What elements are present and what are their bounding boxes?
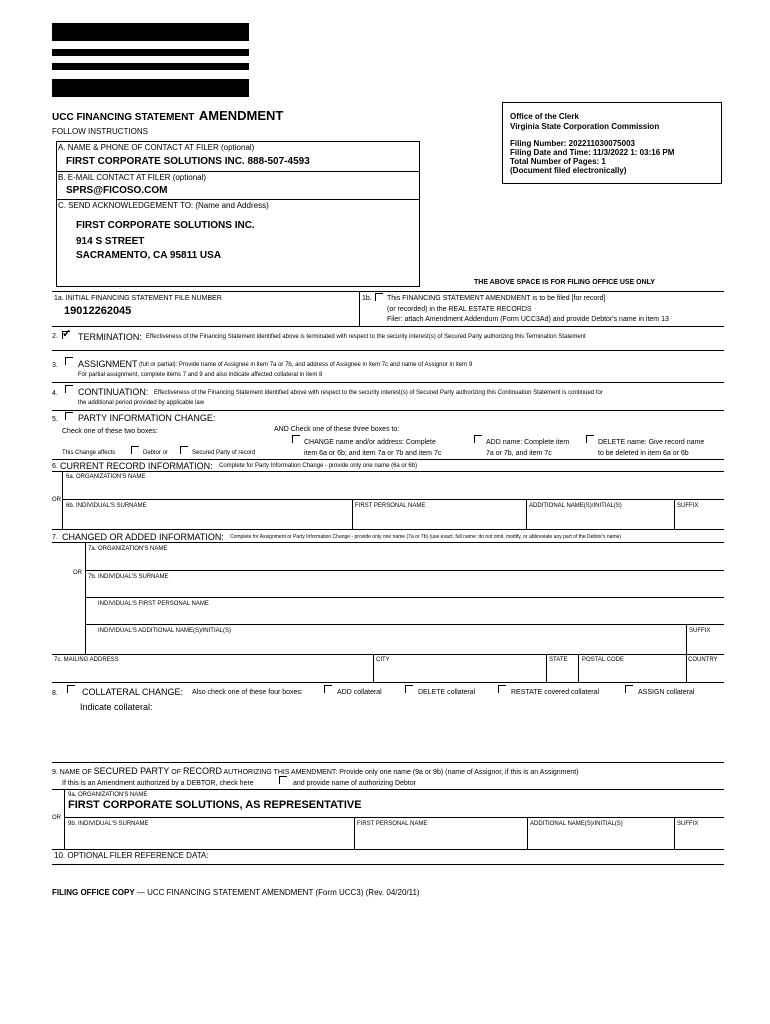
item-5-check-one: Check one of these two boxes:: [62, 428, 158, 435]
filer-b-label: B. E-MAIL CONTACT AT FILER (optional): [58, 173, 207, 182]
item-8-assign: ASSIGN collateral: [638, 689, 695, 696]
item-1b-line2: (or recorded) in the REAL ESTATE RECORDS: [387, 306, 532, 313]
total-pages: Total Number of Pages: 1: [510, 157, 606, 166]
above-space-label: THE ABOVE SPACE IS FOR FILING OFFICE USE ONLY: [474, 279, 655, 286]
item-6-num: 6.: [52, 463, 58, 470]
filing-date: Filing Date and Time: 11/3/2022 1: 03:16 PM: [510, 148, 675, 157]
header-bar-1: [52, 23, 249, 41]
item-8-delete: DELETE collateral: [418, 689, 476, 696]
assignment-checkbox[interactable]: [65, 357, 73, 365]
filer-c-line1: FIRST CORPORATE SOLUTIONS INC.: [76, 220, 255, 231]
item-6-title: CURRENT RECORD INFORMATION:: [60, 461, 213, 471]
item-1b-line1: This FINANCING STATEMENT AMENDMENT is to be filed [for record]: [387, 295, 606, 302]
item-3-title: ASSIGNMENT: [78, 359, 138, 369]
restate-collateral-checkbox[interactable]: [498, 685, 506, 693]
filing-number: Filing Number: 202211030075003: [510, 139, 635, 148]
item-4-num: 4.: [52, 390, 58, 397]
item-5-debtor: Debtor or: [143, 450, 169, 456]
item-5-affects: This Change affects: [62, 450, 116, 456]
item-9a-label: 9a. ORGANIZATION'S NAME: [68, 792, 148, 798]
filer-a-label: A. NAME & PHONE OF CONTACT AT FILER (optional): [58, 143, 255, 152]
delete-collateral-checkbox[interactable]: [405, 685, 413, 693]
secured-party-checkbox[interactable]: [180, 446, 188, 454]
item-1a-label: 1a. INITIAL FINANCING STATEMENT FILE NUMBER: [54, 295, 222, 302]
item-9-line2a: If this is an Amendment authorized by a DEBTOR, check here: [62, 780, 254, 787]
item-9-line2b: and provide name of authorizing Debtor: [293, 780, 416, 787]
item-4-title: CONTINUATION:: [78, 387, 149, 397]
item-7-suffix: SUFFIX: [689, 628, 711, 634]
header-bar-2: [52, 49, 249, 56]
item-4-text: Effectiveness of the Financing Statement identified above with respect to the security interest(s) of Secured Party authorizing this Continuation Statement is continued for: [154, 390, 603, 396]
item-7-city: CITY: [376, 657, 390, 663]
filer-c-label: C. SEND ACKNOWLEDGEMENT TO: (Name and Address): [58, 201, 269, 210]
debtor-authorized-checkbox[interactable]: [279, 776, 287, 784]
filer-c-line2: 914 S STREET: [76, 236, 145, 247]
item-1b-line3: Filer: attach Amendment Addendum (Form UCC3Ad) and provide Debtor's name in item 13: [387, 316, 669, 323]
item-5-title: PARTY INFORMATION CHANGE:: [78, 413, 216, 423]
filed-electronically: (Document filed electronically): [510, 166, 627, 175]
item-7b-label: 7b. INDIVIDUAL'S SURNAME: [88, 574, 169, 580]
item-4-line2: the additional period provided by applicable law: [78, 400, 205, 406]
item-10-label: 10. OPTIONAL FILER REFERENCE DATA:: [54, 851, 209, 860]
item-8-also: Also check one of these four boxes:: [192, 689, 303, 696]
follow-instructions: FOLLOW INSTRUCTIONS: [52, 127, 149, 136]
office-line-2: Virginia State Corporation Commission: [510, 122, 660, 131]
item-9b-label: 9b. INDIVIDUAL'S SURNAME: [68, 821, 149, 827]
item-7-title: CHANGED OR ADDED INFORMATION:: [62, 532, 224, 542]
item-9-additional: ADDITIONAL NAME(S)/INITIAL(S): [530, 821, 623, 827]
item-6-additional: ADDITIONAL NAME(S)/INITIAL(S): [529, 503, 622, 509]
item-9-line1: 9. NAME OF SECURED PARTY OF RECORD AUTHORIZING THIS AMENDMENT: Provide only one name (9a or 9b) (name of Assignor, if this is an Assignment): [52, 766, 579, 776]
collateral-change-checkbox[interactable]: [67, 685, 75, 693]
item-6-or: OR: [52, 497, 61, 503]
item-3-line2: For partial assignment, complete items 7 and 9 and also indicate affected collateral in item 8: [78, 372, 323, 378]
item-7-state: STATE: [549, 657, 568, 663]
header-bar-4: [52, 79, 249, 97]
add-collateral-checkbox[interactable]: [324, 685, 332, 693]
item-7-or: OR: [73, 570, 82, 576]
item-5-change-2: item 6a or 6b; and item 7a or 7b and item 7c: [304, 450, 442, 457]
item-5-del-2: to be deleted in item 6a or 6b: [598, 450, 689, 457]
item-8-restate: RESTATE covered collateral: [511, 689, 600, 696]
item-7-num: 7.: [52, 534, 58, 541]
item-7-text: Complete for Assignment or Party Information Change - provide only one name (7a or 7b) (use exact, full name; do not omit, modify, or abbreviate any part of the Debtor's name): [230, 534, 622, 540]
item-5-change-1: CHANGE name and/or address: Complete: [304, 439, 436, 446]
item-7-additional: INDIVIDUAL'S ADDITIONAL NAME(S)/INITIAL(S): [98, 628, 231, 634]
item-5-num: 5.: [52, 416, 58, 423]
item-3-num: 3.: [52, 362, 58, 369]
item-7-postal: POSTAL CODE: [582, 657, 625, 663]
continuation-checkbox[interactable]: [65, 385, 73, 393]
change-name-checkbox[interactable]: [292, 435, 300, 443]
item-8-num: 8.: [52, 690, 58, 697]
item-6-first: FIRST PERSONAL NAME: [355, 503, 426, 509]
item-1b-checkbox[interactable]: [375, 293, 383, 301]
assign-collateral-checkbox[interactable]: [625, 685, 633, 693]
item-9-or: OR: [52, 815, 61, 821]
delete-name-checkbox[interactable]: [586, 435, 594, 443]
termination-checkmark: ✓: [62, 328, 72, 340]
form-title: UCC FINANCING STATEMENT AMENDMENT: [52, 108, 284, 123]
item-2-text: Effectiveness of the Financing Statement identified above is terminated with respect to the security interest(s) of Secured Party authorizing this Termination Statement: [146, 334, 586, 340]
item-1b-num: 1b.: [362, 295, 372, 302]
debtor-checkbox[interactable]: [131, 446, 139, 454]
item-8-title: COLLATERAL CHANGE:: [82, 687, 184, 697]
office-line-1: Office of the Clerk: [510, 112, 579, 121]
item-7c-label: 7c. MAILING ADDRESS: [54, 657, 119, 663]
item-7-first: INDIVIDUAL'S FIRST PERSONAL NAME: [98, 601, 209, 607]
item-9-suffix: SUFFIX: [677, 821, 699, 827]
item-1a-value: 19012262045: [64, 305, 132, 317]
footer-text: FILING OFFICE COPY — UCC FINANCING STATEMENT AMENDMENT (Form UCC3) (Rev. 04/20/11): [52, 888, 420, 897]
item-5-del-1: DELETE name: Give record name: [598, 439, 705, 446]
item-8-add: ADD collateral: [337, 689, 382, 696]
item-9a-value: FIRST CORPORATE SOLUTIONS, AS REPRESENTATIVE: [68, 799, 362, 811]
filer-a-value: FIRST CORPORATE SOLUTIONS INC. 888-507-4593: [66, 156, 310, 167]
item-5-and-check: AND Check one of these three boxes to:: [274, 426, 400, 433]
item-5-secured: Secured Party of record: [192, 450, 256, 456]
item-9-first: FIRST PERSONAL NAME: [357, 821, 428, 827]
header-bar-3: [52, 63, 249, 70]
party-info-checkbox[interactable]: [65, 412, 73, 420]
item-6-text: Complete for Party Information Change - provide only one name (6a or 6b): [219, 463, 418, 469]
item-6a-label: 6a. ORGANIZATION'S NAME: [66, 474, 146, 480]
item-7a-label: 7a. ORGANIZATION'S NAME: [88, 546, 168, 552]
item-5-add-1: ADD name: Complete item: [486, 439, 570, 446]
filer-b-value: SPRS@FICOSO.COM: [66, 185, 168, 196]
item-5-add-2: 7a or 7b, and item 7c: [486, 450, 552, 457]
item-2-title: TERMINATION:: [78, 332, 142, 342]
item-2-num: 2.: [52, 333, 58, 340]
item-7-country: COUNTRY: [688, 657, 718, 663]
add-name-checkbox[interactable]: [474, 435, 482, 443]
item-3-text: (full or partial): Provide name of Assignee in item 7a or 7b, and address of Assignee in item 7c and name of Assignor in item 9: [139, 362, 473, 368]
filer-c-line3: SACRAMENTO, CA 95811 USA: [76, 250, 222, 261]
item-6-suffix: SUFFIX: [677, 503, 699, 509]
item-8-indicate: Indicate collateral:: [80, 702, 153, 712]
item-6b-label: 6b. INDIVIDUAL'S SURNAME: [66, 503, 147, 509]
